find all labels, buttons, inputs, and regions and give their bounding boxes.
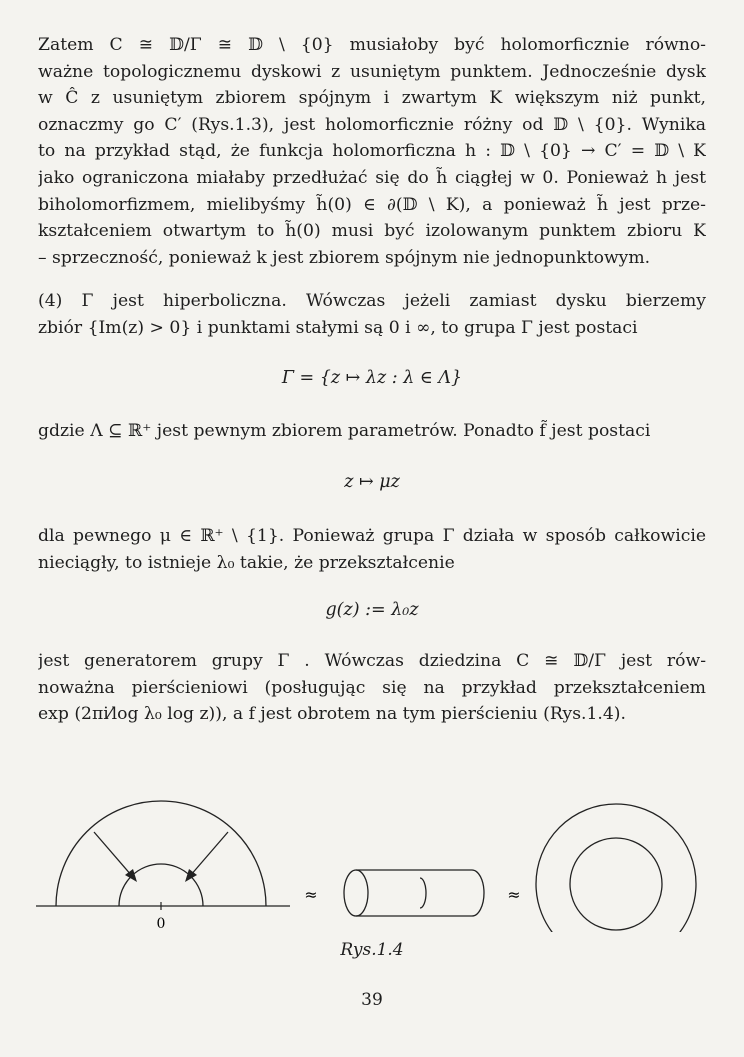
text-line: to na przykład stąd, że funkcja holomorficzna h : 𝔻 \ {0} → C′ = 𝔻 \ K bbox=[38, 141, 706, 162]
text-line: Zatem C ≅ 𝔻/Γ ≅ 𝔻 \ {0} musiałoby być holomorficznie równo- bbox=[38, 35, 706, 55]
cylinder-left-end bbox=[344, 870, 368, 916]
text-line: ważne topologicznemu dyskowi z usuniętym punktem. Jednocześnie dysk bbox=[38, 61, 706, 82]
outer-semicircle bbox=[56, 801, 266, 906]
equation-gamma: Γ = {z ↦ λz : λ ∈ Λ} bbox=[281, 368, 463, 388]
figure-rys-1-4 bbox=[36, 772, 706, 932]
origin-label: 0 bbox=[156, 916, 166, 932]
arrowheads bbox=[125, 869, 197, 882]
approx-symbol-1: ≈ bbox=[304, 885, 318, 904]
text-line: nieciągły, to istnieje λ₀ takie, że przekształcenie bbox=[38, 552, 455, 573]
paragraph-3 bbox=[38, 418, 706, 445]
paragraph-4 bbox=[38, 523, 706, 576]
cylinder-right-end bbox=[472, 870, 484, 916]
text-line: w Ĉ z usuniętym zbiorem spójnym i zwartym K większym niż punkt, bbox=[38, 88, 706, 109]
text-line: exp (2πi⁄log λ₀ log z)), a f jest obrotem na tym pierścieniu (Rys.1.4). bbox=[38, 704, 626, 725]
paragraph-5 bbox=[38, 648, 706, 728]
page-number: 39 bbox=[361, 990, 383, 1010]
text-line: jako ograniczona miałaby przedłużać się do h̃ ciągłej w 0. Ponieważ h jest bbox=[38, 167, 706, 188]
text-line: kształceniem otwartym to h̃(0) musi być izolowanym punktem zbioru K bbox=[38, 221, 706, 242]
approx-symbol-2: ≈ bbox=[507, 885, 521, 904]
text-line: zbiór {Im(z) > 0} i punktami stałymi są 0 i ∞, to grupa Γ jest postaci bbox=[38, 317, 638, 338]
paragraph-2 bbox=[38, 288, 706, 341]
text-line: – sprzeczność, ponieważ k jest zbiorem spójnym nie jednopunktowym. bbox=[38, 247, 651, 268]
right-arrow bbox=[190, 832, 228, 876]
figure-caption: Rys.1.4 bbox=[340, 940, 404, 960]
text-line: biholomorfizmem, mielibyśmy h̃(0) ∈ ∂(𝔻 \ K), a ponieważ h̃ jest prze- bbox=[38, 194, 706, 215]
text-line: (4) Γ jest hiperboliczna. Wówczas jeżeli zamiast dysku bierzemy bbox=[38, 291, 706, 311]
equation-generator: g(z) := λ₀z bbox=[325, 600, 419, 620]
paragraph-1 bbox=[38, 32, 706, 271]
text-line: oznaczmy go C′ (Rys.1.3), jest holomorficznie różny od 𝔻 \ {0}. Wynika bbox=[38, 114, 706, 135]
text-line: gdzie Λ ⊆ ℝ⁺ jest pewnym zbiorem parametrów. Ponadto f̃ jest postaci bbox=[38, 421, 651, 441]
equation-f-tilde: z ↦ μz bbox=[344, 472, 400, 492]
annulus-outer-circle bbox=[536, 804, 696, 932]
left-arrow bbox=[94, 832, 132, 876]
text-line: jest generatorem grupy Γ . Wówczas dziedzina C ≅ 𝔻/Γ jest rów- bbox=[38, 651, 706, 671]
text-line: noważna pierścieniowi (posługując się na przykład przekształceniem bbox=[38, 677, 706, 698]
annulus-inner-circle bbox=[570, 838, 662, 930]
cylinder-inner-curve bbox=[420, 878, 426, 908]
text-line: dla pewnego μ ∈ ℝ⁺ \ {1}. Ponieważ grupa Γ działa w sposób całkowicie bbox=[38, 526, 706, 546]
